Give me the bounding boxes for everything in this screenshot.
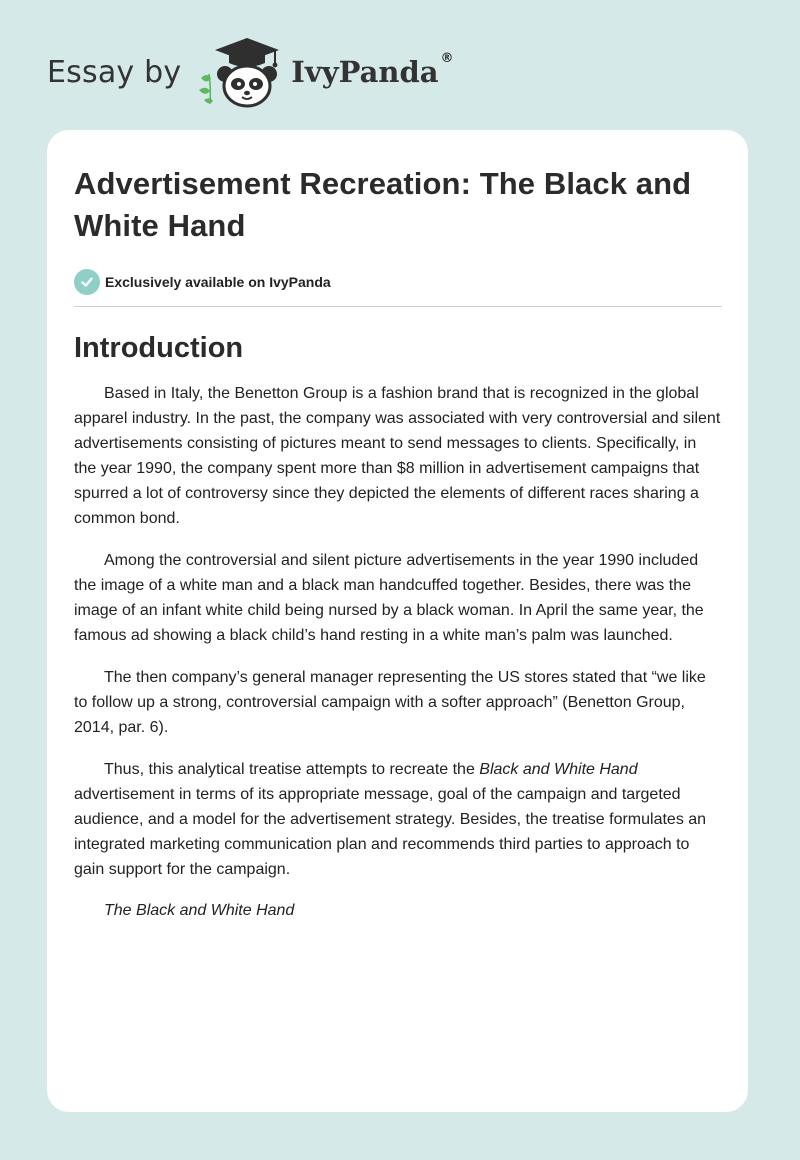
brand-prefix: Essay by	[47, 54, 182, 90]
panda-graduate-icon[interactable]	[195, 34, 287, 110]
paragraph-text: Thus, this analytical treatise attempts to recreate the	[104, 761, 480, 778]
exclusive-badge	[74, 269, 722, 295]
check-icon	[74, 269, 100, 295]
registered-mark: ®	[440, 51, 454, 66]
italic-title: Black and White Hand	[479, 761, 638, 778]
brand-name[interactable]	[291, 51, 454, 89]
divider	[74, 306, 722, 307]
article-card	[47, 130, 748, 1112]
paragraph-text: advertisement in terms of its appropriate message, goal of the campaign and targeted audience, and a model for the advertisement strategy. Besides, the treatise formulates an integrated marketing communication plan and recommends third parties to approach to gain support for the campaign.	[74, 786, 707, 878]
paragraph: Based in Italy, the Benetton Group is a fashion brand that is recognized in the global apparel industry. In the past, the company was associated with very controversial and silent advertisements consisting of pictures meant to send messages to clients. Specifically, in the year 1990, the company spent more than $8 million in advertisement campaigns that spurred a lot of controversy since they depicted the elements of different races sharing a common bond.	[74, 385, 721, 527]
subheading: The Black and White Hand	[104, 902, 295, 919]
badge-text: Exclusively available on IvyPanda	[105, 274, 331, 290]
section-heading: Introduction	[74, 332, 244, 364]
paragraph	[74, 757, 722, 882]
brand-name-text: IvyPanda	[291, 55, 439, 89]
page-title: Advertisement Recreation: The Black and White Hand	[74, 166, 692, 243]
site-header	[47, 34, 454, 110]
paragraph: The then company’s general manager representing the US stores stated that “we like to follow up a strong, controversial campaign with a softer approach” (Benetton Group, 2014, par. 6).	[74, 669, 706, 736]
paragraph: Among the controversial and silent picture advertisements in the year 1990 included the image of a white man and a black man handcuffed together. Besides, there was the image of an infant white child being nursed by a black woman. In April the same year, the famous ad showing a black child’s hand resting in a white man’s palm was launched.	[74, 552, 704, 644]
